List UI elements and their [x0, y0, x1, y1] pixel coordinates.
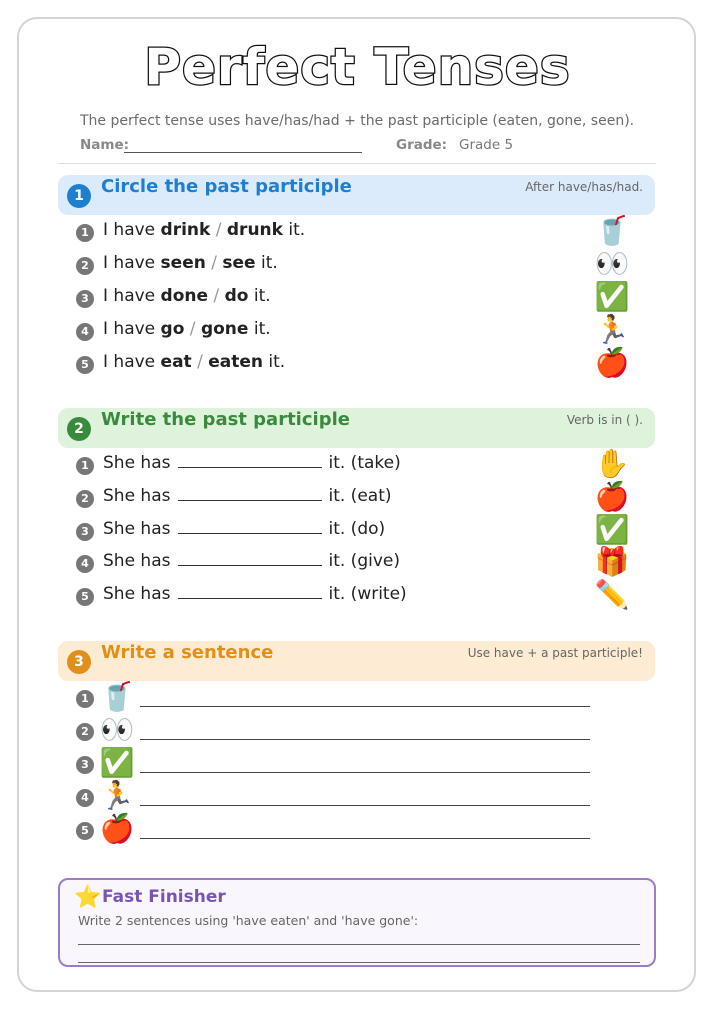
fill-in-item [103, 551, 400, 571]
choice-option[interactable]: gone [200, 319, 249, 339]
fill-in-item [103, 584, 407, 604]
sentence-prefix: She has [103, 551, 171, 571]
section-2-number: 2 [67, 417, 91, 441]
choice-separator: / [210, 220, 227, 240]
choice-option[interactable]: drink [160, 220, 211, 240]
choice-separator: / [205, 253, 223, 273]
choice-option[interactable]: eaten [208, 352, 263, 372]
gift-icon: 🎁 [594, 545, 630, 578]
item-number: 4 [76, 555, 94, 573]
sentence-suffix: it. (give) [328, 551, 400, 571]
grade-label: Grade: [396, 137, 448, 153]
answer-blank[interactable] [178, 551, 322, 566]
sentence-item [103, 220, 305, 240]
item-number: 1 [76, 457, 94, 475]
item-number: 5 [76, 822, 94, 840]
fill-in-item [103, 519, 385, 539]
check-mark-icon: ✅ [594, 513, 630, 546]
name-label: Name: [80, 137, 130, 153]
name-field[interactable] [124, 152, 362, 153]
item-number: 5 [76, 588, 94, 606]
sentence-suffix: it. [282, 220, 306, 240]
apple-icon: 🍎 [594, 346, 630, 379]
item-number: 4 [76, 323, 94, 341]
choice-option[interactable]: go [160, 319, 185, 339]
check-mark-icon: ✅ [99, 746, 135, 779]
answer-blank[interactable] [178, 453, 322, 468]
fast-finisher-box [58, 878, 656, 967]
sentence-suffix: it. [248, 286, 271, 306]
fast-finisher-instructions: Write 2 sentences using 'have eaten' and 'have gone': [78, 913, 419, 928]
sentence-prefix: I have [103, 253, 161, 273]
sentence-prefix: I have [103, 220, 161, 240]
answer-line[interactable] [140, 772, 590, 773]
drink-cup-icon: 🥤 [594, 214, 630, 247]
sentence-prefix: She has [103, 453, 171, 473]
star-icon: ⭐ [74, 885, 102, 910]
answer-line[interactable] [78, 962, 640, 963]
page-title: Perfect Tenses [144, 38, 571, 96]
raised-hand-icon: ✋ [594, 447, 630, 480]
pencil-icon: ✏️ [594, 578, 630, 611]
sentence-item [103, 319, 271, 339]
choice-separator: / [208, 286, 225, 306]
sentence-prefix: She has [103, 584, 171, 604]
sentence-suffix: it. (do) [328, 519, 386, 539]
section-3-number: 3 [67, 650, 91, 674]
grade-value: Grade 5 [459, 137, 514, 153]
sentence-suffix: it. (eat) [328, 486, 392, 506]
answer-blank[interactable] [178, 519, 322, 534]
section-3-hint: Use have + a past participle! [467, 646, 643, 660]
fast-finisher-title: Fast Finisher [102, 887, 226, 907]
apple-icon: 🍎 [594, 480, 630, 513]
sentence-prefix: I have [103, 286, 161, 306]
item-number: 5 [76, 356, 94, 374]
choice-option[interactable]: see [222, 253, 256, 273]
choice-option[interactable]: eat [160, 352, 192, 372]
section-1-hint: After have/has/had. [525, 180, 643, 194]
sentence-suffix: it. [255, 253, 278, 273]
check-mark-icon: ✅ [594, 280, 630, 313]
answer-line[interactable] [140, 838, 590, 839]
sentence-suffix: it. (write) [328, 584, 407, 604]
item-number: 4 [76, 789, 94, 807]
sentence-item [103, 352, 285, 372]
running-person-icon: 🏃 [594, 313, 630, 346]
answer-line[interactable] [140, 805, 590, 806]
item-number: 1 [76, 224, 94, 242]
item-number: 2 [76, 490, 94, 508]
answer-line[interactable] [140, 739, 590, 740]
running-person-icon: 🏃 [99, 779, 135, 812]
intro-text: The perfect tense uses have/has/had + the past participle (eaten, gone, seen). [80, 113, 635, 129]
section-3-header [58, 641, 655, 681]
sentence-prefix: She has [103, 486, 171, 506]
section-2-header [58, 408, 655, 448]
item-number: 3 [76, 523, 94, 541]
sentence-prefix: She has [103, 519, 171, 539]
header-divider [58, 163, 656, 164]
answer-blank[interactable] [178, 486, 322, 501]
fill-in-item [103, 453, 401, 473]
drink-cup-icon: 🥤 [99, 680, 135, 713]
eyes-icon: 👀 [594, 247, 630, 280]
item-number: 2 [76, 257, 94, 275]
fill-in-item [103, 486, 392, 506]
choice-separator: / [191, 352, 209, 372]
answer-line[interactable] [140, 706, 590, 707]
sentence-prefix: I have [103, 352, 161, 372]
choice-option[interactable]: drunk [226, 220, 283, 240]
section-3-title: Write a sentence [101, 642, 274, 663]
choice-option[interactable]: done [160, 286, 209, 306]
apple-icon: 🍎 [99, 812, 135, 845]
choice-option[interactable]: seen [160, 253, 206, 273]
choice-separator: / [184, 319, 201, 339]
eyes-icon: 👀 [99, 713, 135, 746]
sentence-suffix: it. [263, 352, 286, 372]
item-number: 3 [76, 756, 94, 774]
section-1-title: Circle the past participle [101, 176, 352, 197]
answer-blank[interactable] [178, 584, 322, 599]
item-number: 3 [76, 290, 94, 308]
sentence-suffix: it. (take) [328, 453, 401, 473]
section-1-number: 1 [67, 184, 91, 208]
sentence-prefix: I have [103, 319, 161, 339]
sentence-suffix: it. [248, 319, 271, 339]
section-2-hint: Verb is in ( ). [566, 413, 643, 427]
section-2-title: Write the past participle [101, 409, 350, 430]
section-1-header [58, 175, 655, 215]
item-number: 1 [76, 690, 94, 708]
sentence-item [103, 286, 271, 306]
answer-line[interactable] [78, 944, 640, 945]
item-number: 2 [76, 723, 94, 741]
sentence-item [103, 253, 278, 273]
choice-option[interactable]: do [224, 286, 249, 306]
